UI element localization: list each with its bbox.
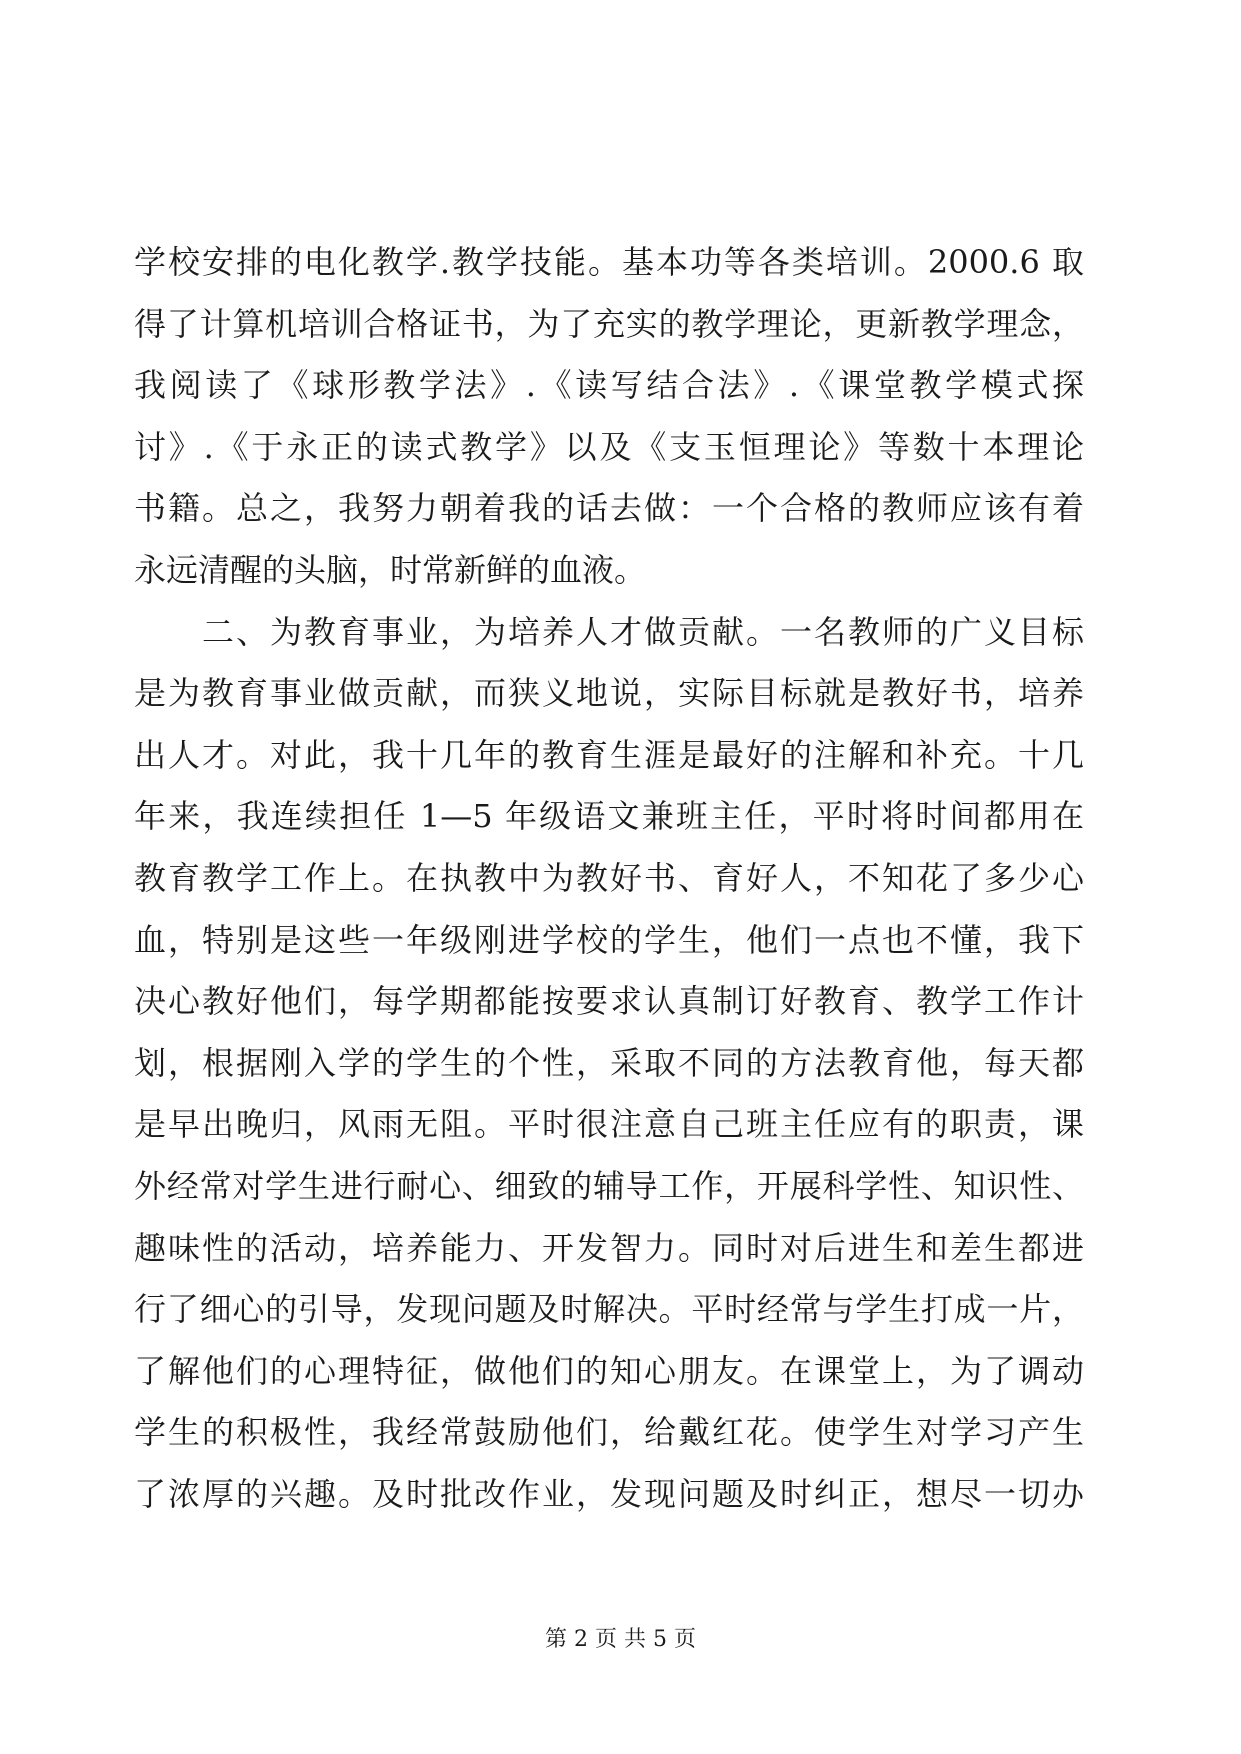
text-line: 划，根据刚入学的学生的个性，采取不同的方法教育他，每天都 <box>134 1043 1084 1082</box>
text-line: 趣味性的活动，培养能力、开发智力。同时对后进生和差生都进 <box>134 1228 1084 1267</box>
text-line: 血，特别是这些一年级刚进学校的学生，他们一点也不懂，我下 <box>134 920 1084 959</box>
text-line: 了解他们的心理特征，做他们的知心朋友。在课堂上，为了调动 <box>134 1351 1084 1390</box>
text-line: 学生的积极性，我经常鼓励他们，给戴红花。使学生对学习产生 <box>134 1413 1084 1452</box>
text-line: 我阅读了《球形教学法》.《读写结合法》.《课堂教学模式探 <box>134 366 1084 405</box>
text-line: 学校安排的电化教学.教学技能。基本功等各类培训。2000.6 取 <box>134 243 1084 281</box>
text-line: 了浓厚的兴趣。及时批改作业，发现问题及时纠正，想尽一切办 <box>134 1474 1084 1513</box>
text-line: 外经常对学生进行耐心、细致的辅导工作，开展科学性、知识性、 <box>134 1166 1084 1205</box>
text-line: 是为教育事业做贡献，而狭义地说，实际目标就是教好书，培养 <box>134 674 1084 713</box>
text-line: 讨》.《于永正的读式教学》以及《支玉恒理论》等数十本理论 <box>134 427 1084 466</box>
text-line: 得了计算机培训合格证书，为了充实的教学理论，更新教学理念， <box>134 304 1084 343</box>
text-line: 教育教学工作上。在执教中为教好书、育好人，不知花了多少心 <box>134 858 1084 897</box>
body-text <box>134 232 1084 1525</box>
text-line: 是早出晚归，风雨无阻。平时很注意自己班主任应有的职责，课 <box>134 1105 1084 1144</box>
text-line: 书籍。总之，我努力朝着我的话去做：一个合格的教师应该有着 <box>134 489 1084 528</box>
paragraph-start-line: 二、为教育事业，为培养人才做贡献。一名教师的广义目标 <box>134 612 1084 651</box>
text-line: 年来，我连续担任 1—5 年级语文兼班主任，平时将时间都用在 <box>134 797 1084 836</box>
text-line: 决心教好他们，每学期都能按要求认真制订好教育、教学工作计 <box>134 982 1084 1021</box>
page-footer <box>0 1625 1241 1655</box>
page-number-label: 第 2 页 共 5 页 <box>545 1627 696 1652</box>
text-line: 永远清醒的头脑，时常新鲜的血液。 <box>134 550 647 589</box>
text-line: 出人才。对此，我十几年的教育生涯是最好的注解和补充。十几 <box>134 735 1084 774</box>
text-line: 行了细心的引导，发现问题及时解决。平时经常与学生打成一片， <box>134 1290 1084 1329</box>
